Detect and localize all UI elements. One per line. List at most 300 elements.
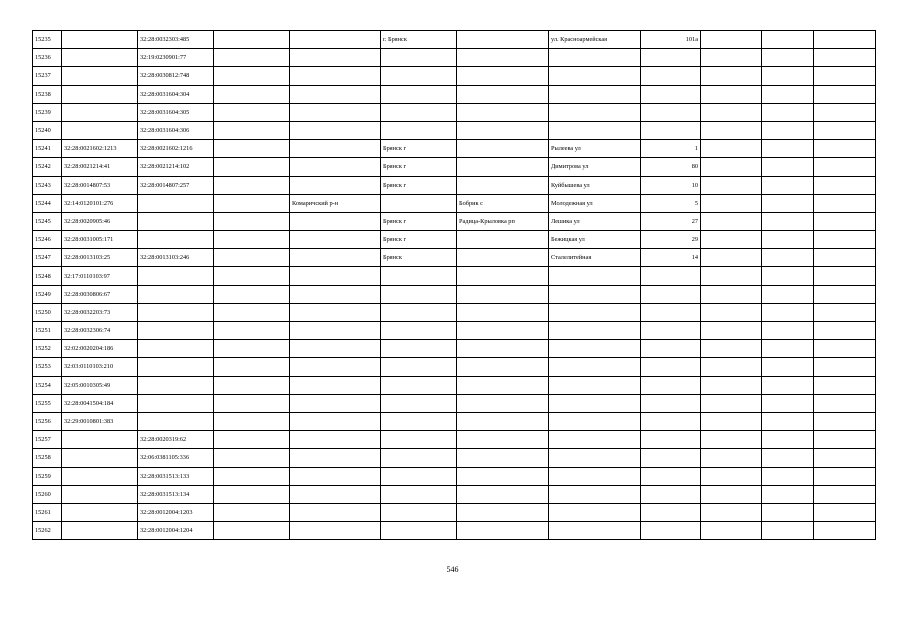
table-cell: 80 bbox=[641, 158, 701, 176]
table-cell: 32:28:0032306:74 bbox=[62, 322, 138, 340]
table-cell bbox=[762, 449, 814, 467]
table-row bbox=[33, 412, 876, 430]
table-cell bbox=[549, 103, 641, 121]
table-cell bbox=[381, 85, 457, 103]
table-cell bbox=[762, 394, 814, 412]
table-cell: 32:28:0032203:73 bbox=[62, 303, 138, 321]
table-cell: Димитрова ул bbox=[549, 158, 641, 176]
table-cell bbox=[381, 358, 457, 376]
table-cell bbox=[762, 267, 814, 285]
table-cell bbox=[214, 140, 290, 158]
table-cell bbox=[814, 376, 876, 394]
table-cell bbox=[457, 31, 549, 49]
table-cell bbox=[381, 485, 457, 503]
table-cell: 15249 bbox=[33, 285, 62, 303]
table-cell bbox=[290, 522, 381, 540]
table-cell bbox=[814, 249, 876, 267]
table-cell bbox=[762, 176, 814, 194]
table-cell bbox=[641, 522, 701, 540]
table-cell bbox=[762, 121, 814, 139]
table-cell bbox=[457, 49, 549, 67]
table-cell: 15247 bbox=[33, 249, 62, 267]
table-cell: Бежицкая ул bbox=[549, 231, 641, 249]
table-cell bbox=[762, 103, 814, 121]
table-cell bbox=[814, 103, 876, 121]
table-cell: 32:28:0020905:46 bbox=[62, 212, 138, 230]
table-row bbox=[33, 103, 876, 121]
table-cell bbox=[214, 231, 290, 249]
table-cell: 15256 bbox=[33, 412, 62, 430]
table-cell bbox=[214, 285, 290, 303]
table-cell bbox=[814, 85, 876, 103]
table-cell bbox=[701, 322, 762, 340]
table-cell: 15236 bbox=[33, 49, 62, 67]
table-cell bbox=[381, 340, 457, 358]
table-row bbox=[33, 158, 876, 176]
table-cell bbox=[641, 376, 701, 394]
table-cell bbox=[457, 449, 549, 467]
table-cell: 32:28:0030806:67 bbox=[62, 285, 138, 303]
table-cell: Комаричский р-н bbox=[290, 194, 381, 212]
table-cell: 32:28:0031005:171 bbox=[62, 231, 138, 249]
table-cell: 32:28:0021602:1213 bbox=[62, 140, 138, 158]
table-cell bbox=[214, 194, 290, 212]
table-cell bbox=[457, 358, 549, 376]
table-cell bbox=[62, 503, 138, 521]
table-cell bbox=[381, 412, 457, 430]
table-cell bbox=[214, 485, 290, 503]
table-cell bbox=[701, 194, 762, 212]
table-cell bbox=[701, 522, 762, 540]
table-cell bbox=[214, 376, 290, 394]
table-cell bbox=[290, 412, 381, 430]
table-cell: Лешика ул bbox=[549, 212, 641, 230]
table-cell bbox=[549, 85, 641, 103]
table-cell bbox=[457, 231, 549, 249]
table-cell bbox=[290, 176, 381, 194]
table-cell: 15243 bbox=[33, 176, 62, 194]
table-cell: 14 bbox=[641, 249, 701, 267]
table-cell: 32:28:0031513:133 bbox=[138, 467, 214, 485]
table-cell: 15254 bbox=[33, 376, 62, 394]
table-cell bbox=[641, 85, 701, 103]
table-cell bbox=[290, 267, 381, 285]
table-cell bbox=[641, 121, 701, 139]
table-cell bbox=[214, 31, 290, 49]
table-cell bbox=[762, 212, 814, 230]
table-cell bbox=[641, 412, 701, 430]
table-body bbox=[33, 31, 876, 540]
table-cell bbox=[381, 467, 457, 485]
table-cell bbox=[381, 431, 457, 449]
table-cell bbox=[62, 103, 138, 121]
table-cell bbox=[62, 31, 138, 49]
table-cell bbox=[762, 231, 814, 249]
table-row bbox=[33, 140, 876, 158]
table-row bbox=[33, 231, 876, 249]
table-cell bbox=[814, 485, 876, 503]
table-cell bbox=[701, 67, 762, 85]
table-cell bbox=[290, 485, 381, 503]
table-cell: 15262 bbox=[33, 522, 62, 540]
table-cell bbox=[641, 358, 701, 376]
table-cell bbox=[138, 303, 214, 321]
table-cell: 15260 bbox=[33, 485, 62, 503]
table-cell bbox=[214, 67, 290, 85]
table-cell bbox=[381, 285, 457, 303]
table-row bbox=[33, 212, 876, 230]
table-cell: 32:28:0041504:184 bbox=[62, 394, 138, 412]
table-cell: 32:28:0031604:304 bbox=[138, 85, 214, 103]
table-cell bbox=[214, 449, 290, 467]
table-cell bbox=[641, 431, 701, 449]
table-cell bbox=[138, 376, 214, 394]
table-cell bbox=[762, 31, 814, 49]
table-cell bbox=[457, 431, 549, 449]
table-row bbox=[33, 376, 876, 394]
table-cell bbox=[381, 503, 457, 521]
table-cell bbox=[381, 522, 457, 540]
table-cell: 32:28:0021602:1216 bbox=[138, 140, 214, 158]
table-cell bbox=[290, 31, 381, 49]
table-row bbox=[33, 121, 876, 139]
table-cell bbox=[381, 376, 457, 394]
table-cell bbox=[214, 503, 290, 521]
table-cell bbox=[762, 322, 814, 340]
table-cell bbox=[549, 485, 641, 503]
table-cell: 15239 bbox=[33, 103, 62, 121]
table-cell: 32:28:0013103:246 bbox=[138, 249, 214, 267]
table-cell bbox=[814, 231, 876, 249]
table-cell: 32:06:0381105:336 bbox=[138, 449, 214, 467]
table-row bbox=[33, 449, 876, 467]
table-cell bbox=[641, 394, 701, 412]
table-cell: Рылеева ул bbox=[549, 140, 641, 158]
table-cell bbox=[762, 49, 814, 67]
table-cell bbox=[814, 522, 876, 540]
table-cell bbox=[549, 449, 641, 467]
table-cell: 15250 bbox=[33, 303, 62, 321]
table-cell bbox=[457, 340, 549, 358]
table-cell bbox=[814, 194, 876, 212]
table-cell bbox=[138, 231, 214, 249]
table-cell bbox=[457, 376, 549, 394]
table-cell: Брянск bbox=[381, 249, 457, 267]
table-cell bbox=[701, 358, 762, 376]
table-cell bbox=[381, 267, 457, 285]
table-cell: 15237 bbox=[33, 67, 62, 85]
table-row bbox=[33, 467, 876, 485]
table-cell bbox=[814, 303, 876, 321]
table-row bbox=[33, 176, 876, 194]
table-cell bbox=[762, 285, 814, 303]
table-cell: 5 bbox=[641, 194, 701, 212]
table-cell: 15245 bbox=[33, 212, 62, 230]
table-cell: 15259 bbox=[33, 467, 62, 485]
table-cell bbox=[641, 449, 701, 467]
table-row bbox=[33, 285, 876, 303]
table-cell bbox=[138, 212, 214, 230]
table-cell bbox=[701, 49, 762, 67]
table-cell bbox=[701, 340, 762, 358]
table-cell bbox=[290, 231, 381, 249]
table-cell: 32:28:0030812:748 bbox=[138, 67, 214, 85]
table-cell: 32:28:0013103:25 bbox=[62, 249, 138, 267]
table-cell bbox=[381, 322, 457, 340]
table-cell: 32:29:0010801:383 bbox=[62, 412, 138, 430]
table-cell bbox=[214, 158, 290, 176]
table-cell bbox=[641, 67, 701, 85]
table-cell bbox=[762, 85, 814, 103]
table-cell bbox=[214, 212, 290, 230]
table-cell bbox=[814, 412, 876, 430]
table-cell bbox=[814, 394, 876, 412]
table-cell bbox=[701, 431, 762, 449]
table-cell bbox=[549, 67, 641, 85]
table-cell: Брянск г bbox=[381, 176, 457, 194]
table-cell bbox=[214, 176, 290, 194]
table-cell bbox=[814, 67, 876, 85]
table-cell bbox=[290, 322, 381, 340]
table-cell bbox=[701, 121, 762, 139]
table-cell bbox=[814, 449, 876, 467]
table-cell: 32:28:0031604:305 bbox=[138, 103, 214, 121]
table-cell bbox=[62, 67, 138, 85]
table-cell bbox=[138, 285, 214, 303]
registry-table bbox=[32, 30, 876, 540]
table-cell bbox=[814, 340, 876, 358]
table-cell bbox=[549, 503, 641, 521]
table-cell: Брянск г bbox=[381, 212, 457, 230]
table-cell bbox=[62, 485, 138, 503]
table-cell bbox=[762, 431, 814, 449]
table-cell bbox=[214, 85, 290, 103]
table-cell bbox=[814, 285, 876, 303]
table-cell bbox=[214, 431, 290, 449]
table-cell bbox=[457, 467, 549, 485]
table-cell bbox=[457, 285, 549, 303]
table-cell bbox=[457, 303, 549, 321]
table-cell bbox=[138, 322, 214, 340]
table-cell bbox=[214, 267, 290, 285]
table-cell: 15238 bbox=[33, 85, 62, 103]
table-cell: 29 bbox=[641, 231, 701, 249]
table-cell bbox=[214, 121, 290, 139]
table-row bbox=[33, 431, 876, 449]
table-row bbox=[33, 267, 876, 285]
table-cell: 32:28:0031513:134 bbox=[138, 485, 214, 503]
table-cell bbox=[290, 212, 381, 230]
table-cell bbox=[290, 249, 381, 267]
table-cell bbox=[62, 522, 138, 540]
table-cell bbox=[762, 376, 814, 394]
table-cell bbox=[701, 85, 762, 103]
table-cell: 15252 bbox=[33, 340, 62, 358]
table-cell bbox=[290, 67, 381, 85]
table-cell bbox=[214, 358, 290, 376]
table-cell bbox=[762, 485, 814, 503]
table-cell bbox=[138, 394, 214, 412]
table-cell: 32:28:0014807:53 bbox=[62, 176, 138, 194]
table-cell: ул. Красноармейская bbox=[549, 31, 641, 49]
table-cell bbox=[641, 503, 701, 521]
table-cell bbox=[290, 467, 381, 485]
table-cell bbox=[138, 358, 214, 376]
table-cell bbox=[814, 31, 876, 49]
table-cell bbox=[814, 467, 876, 485]
table-row bbox=[33, 394, 876, 412]
table-cell bbox=[62, 49, 138, 67]
table-cell bbox=[214, 103, 290, 121]
table-cell bbox=[701, 503, 762, 521]
table-cell bbox=[814, 176, 876, 194]
table-cell bbox=[381, 194, 457, 212]
table-cell bbox=[457, 67, 549, 85]
table-cell bbox=[701, 449, 762, 467]
table-cell bbox=[814, 212, 876, 230]
table-cell: 32:28:0020319:62 bbox=[138, 431, 214, 449]
table-cell bbox=[381, 49, 457, 67]
table-cell: Радица-Крыловка рп bbox=[457, 212, 549, 230]
table-cell bbox=[549, 49, 641, 67]
table-cell bbox=[457, 158, 549, 176]
table-cell bbox=[381, 449, 457, 467]
table-cell bbox=[457, 394, 549, 412]
table-cell bbox=[214, 303, 290, 321]
table-cell bbox=[290, 431, 381, 449]
table-cell bbox=[290, 376, 381, 394]
table-cell: 32:14:0120101:276 bbox=[62, 194, 138, 212]
table-cell bbox=[641, 267, 701, 285]
page-number: 546 bbox=[446, 565, 459, 574]
table-cell bbox=[549, 431, 641, 449]
table-cell bbox=[814, 431, 876, 449]
table-cell bbox=[701, 140, 762, 158]
table-cell bbox=[701, 467, 762, 485]
table-cell bbox=[814, 121, 876, 139]
table-row bbox=[33, 322, 876, 340]
table-cell bbox=[549, 412, 641, 430]
table-cell bbox=[549, 522, 641, 540]
table-cell: 32:28:0012004:1204 bbox=[138, 522, 214, 540]
table-cell bbox=[762, 303, 814, 321]
table-cell bbox=[457, 412, 549, 430]
table-cell bbox=[457, 522, 549, 540]
table-cell bbox=[701, 376, 762, 394]
table-cell: 15261 bbox=[33, 503, 62, 521]
table-cell bbox=[814, 322, 876, 340]
table-cell bbox=[62, 85, 138, 103]
table-cell: Бобрик с bbox=[457, 194, 549, 212]
table-cell: 15242 bbox=[33, 158, 62, 176]
table-cell bbox=[762, 158, 814, 176]
table-cell bbox=[457, 103, 549, 121]
table-cell: 32:28:0021214:41 bbox=[62, 158, 138, 176]
table-cell bbox=[457, 249, 549, 267]
table-cell bbox=[641, 340, 701, 358]
table-cell bbox=[701, 267, 762, 285]
table-cell bbox=[62, 467, 138, 485]
table-cell bbox=[138, 194, 214, 212]
table-cell bbox=[138, 412, 214, 430]
table-cell bbox=[701, 249, 762, 267]
table-cell: Куйбышева ул bbox=[549, 176, 641, 194]
table-cell bbox=[549, 267, 641, 285]
table-cell bbox=[214, 340, 290, 358]
table-cell bbox=[762, 67, 814, 85]
table-cell bbox=[214, 522, 290, 540]
table-cell bbox=[701, 485, 762, 503]
table-cell bbox=[290, 449, 381, 467]
table-row bbox=[33, 340, 876, 358]
table-cell bbox=[814, 358, 876, 376]
table-cell bbox=[762, 249, 814, 267]
table-cell: 32:03:0110103:210 bbox=[62, 358, 138, 376]
table-cell bbox=[814, 140, 876, 158]
table-cell: 32:05:0010305:49 bbox=[62, 376, 138, 394]
table-row bbox=[33, 358, 876, 376]
table-cell bbox=[290, 121, 381, 139]
table-cell bbox=[457, 485, 549, 503]
table-row bbox=[33, 503, 876, 521]
table-cell bbox=[290, 85, 381, 103]
table-cell bbox=[214, 322, 290, 340]
table-cell bbox=[549, 467, 641, 485]
table-cell bbox=[62, 431, 138, 449]
table-cell bbox=[701, 176, 762, 194]
table-cell bbox=[381, 303, 457, 321]
table-cell: 101а bbox=[641, 31, 701, 49]
table-cell: Брянск г bbox=[381, 140, 457, 158]
table-cell: Молодежная ул bbox=[549, 194, 641, 212]
table-cell bbox=[549, 340, 641, 358]
table-cell bbox=[641, 303, 701, 321]
table-cell bbox=[457, 85, 549, 103]
table-row bbox=[33, 85, 876, 103]
table-cell bbox=[62, 449, 138, 467]
table-cell bbox=[701, 412, 762, 430]
table-cell bbox=[138, 340, 214, 358]
table-cell: 15235 bbox=[33, 31, 62, 49]
table-cell bbox=[641, 467, 701, 485]
table-cell: 15246 bbox=[33, 231, 62, 249]
table-cell bbox=[457, 503, 549, 521]
table-cell bbox=[762, 194, 814, 212]
table-cell: 15253 bbox=[33, 358, 62, 376]
table-cell: 1 bbox=[641, 140, 701, 158]
table-cell: Сталелитейная bbox=[549, 249, 641, 267]
table-cell bbox=[457, 176, 549, 194]
table-cell: 27 bbox=[641, 212, 701, 230]
table-cell bbox=[549, 121, 641, 139]
table-cell bbox=[214, 249, 290, 267]
table-cell bbox=[549, 376, 641, 394]
table-cell bbox=[549, 303, 641, 321]
table-cell: 32:28:0014807:257 bbox=[138, 176, 214, 194]
table-cell: Брянск г bbox=[381, 231, 457, 249]
table-cell bbox=[641, 322, 701, 340]
table-cell bbox=[290, 49, 381, 67]
table-cell bbox=[290, 285, 381, 303]
table-cell bbox=[701, 394, 762, 412]
table-cell bbox=[762, 522, 814, 540]
table-cell bbox=[381, 67, 457, 85]
table-cell bbox=[549, 394, 641, 412]
table-row bbox=[33, 485, 876, 503]
table-row bbox=[33, 249, 876, 267]
table-row bbox=[33, 522, 876, 540]
table-cell bbox=[290, 358, 381, 376]
